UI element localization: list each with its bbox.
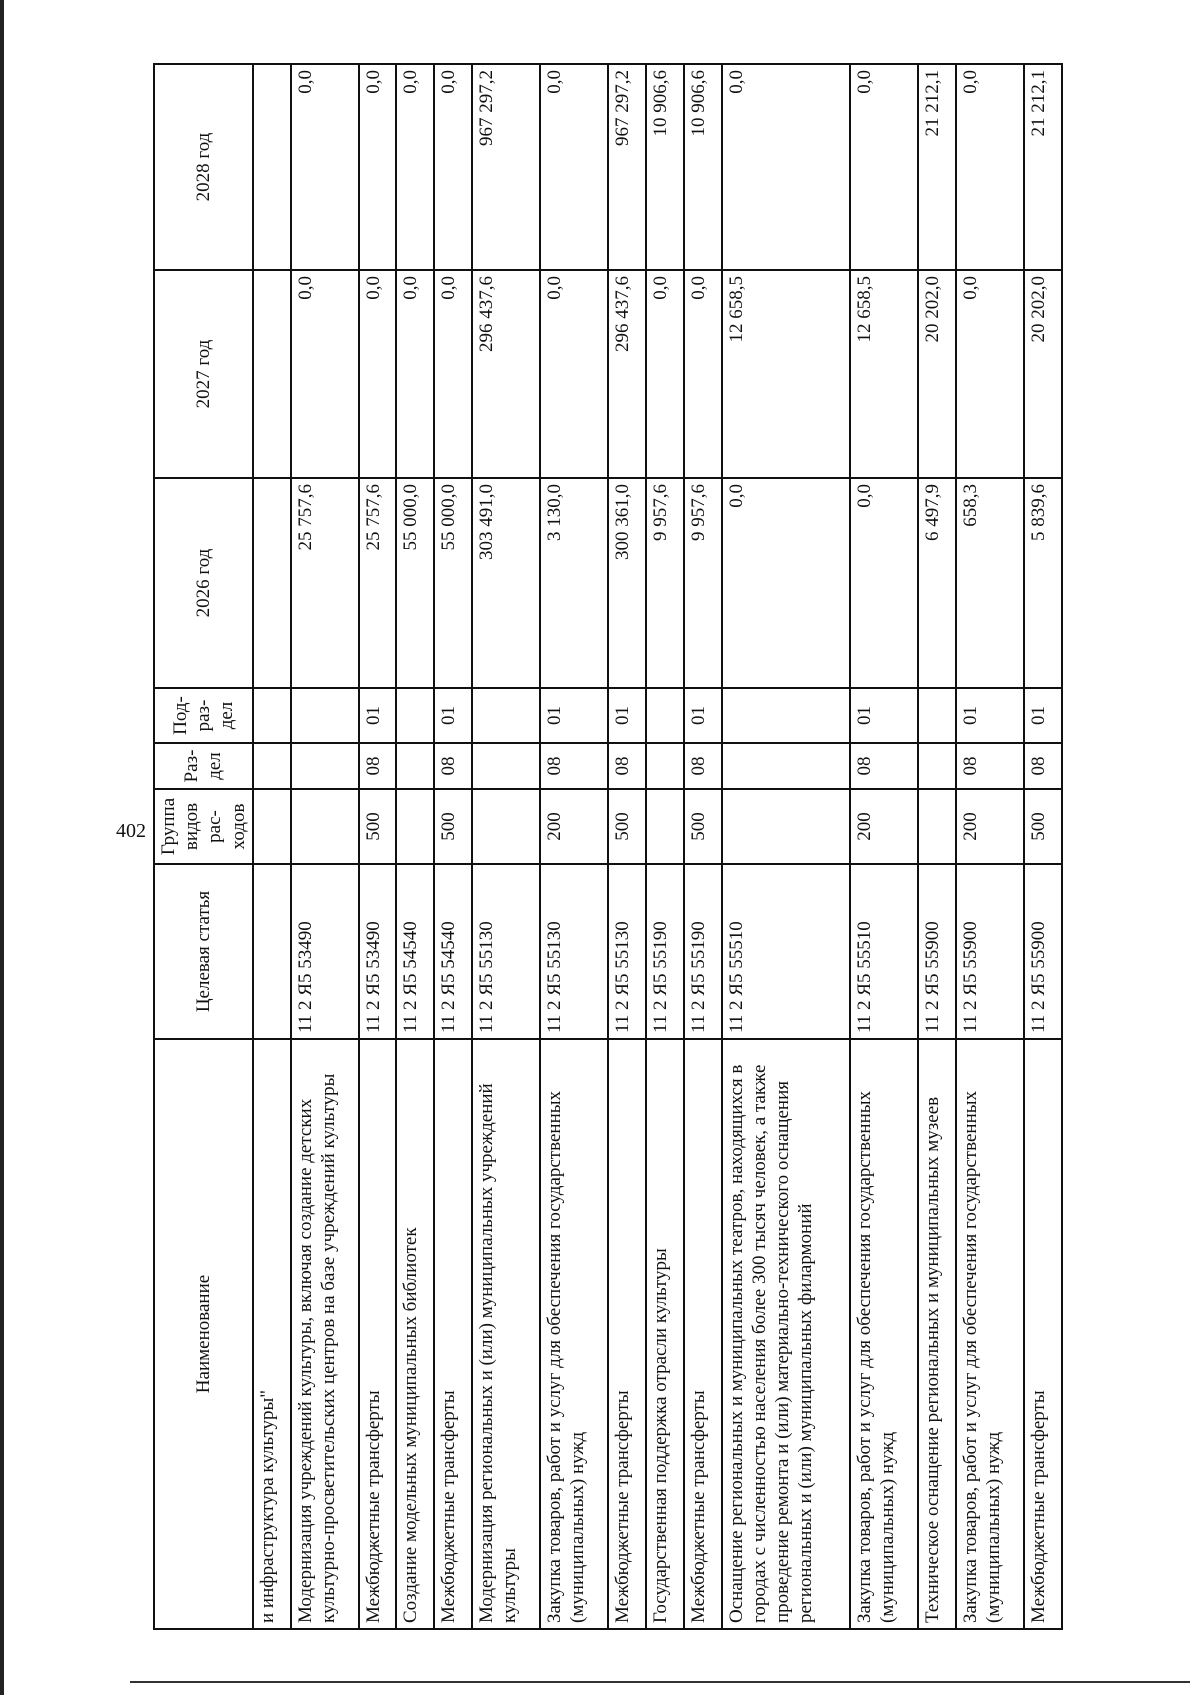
row-2027: 0,0 <box>396 270 434 478</box>
row-group: 500 <box>608 789 646 864</box>
row-group: 200 <box>540 789 608 864</box>
table-row <box>359 64 397 1629</box>
row-name: Оснащение региональных и муниципальных театров, находящихся в городах с численностью населения более 300 тысяч человек, а также проведение ремонта и (или) материально-технического оснащения региональных и (или) муниципальных филармоний <box>722 1039 850 1629</box>
table-row <box>291 64 359 1629</box>
row-2028: 21 212,1 <box>1024 64 1062 270</box>
row-target: 11 2 Я5 55510 <box>722 864 850 1039</box>
row-2028: 0,0 <box>291 64 359 270</box>
col-header-name: Наименование <box>154 1039 253 1629</box>
row-subsection <box>646 688 684 743</box>
col-header-target: Целевая статья <box>154 864 253 1039</box>
row-2028 <box>253 64 291 270</box>
row-2028: 967 297,2 <box>608 64 646 270</box>
page-bottom-line <box>130 1681 1190 1683</box>
row-group <box>396 789 434 864</box>
row-target: 11 2 Я5 55130 <box>472 864 540 1039</box>
row-name: Межбюджетные трансферты <box>684 1039 722 1629</box>
row-name: Межбюджетные трансферты <box>1024 1039 1062 1629</box>
table-row <box>850 64 918 1629</box>
row-2026: 6 497,9 <box>918 478 956 688</box>
row-section: 08 <box>850 743 918 789</box>
row-subsection: 01 <box>956 688 1024 743</box>
row-target: 11 2 Я5 55130 <box>608 864 646 1039</box>
rotated-table-container <box>153 65 1063 1630</box>
row-2028: 0,0 <box>956 64 1024 270</box>
table-header-row <box>154 64 253 1629</box>
table-row <box>434 64 472 1629</box>
table-row <box>918 64 956 1629</box>
page-edge-line <box>0 0 4 1695</box>
row-2027: 0,0 <box>359 270 397 478</box>
row-2026: 0,0 <box>722 478 850 688</box>
row-2026: 55 000,0 <box>434 478 472 688</box>
row-subsection: 01 <box>1024 688 1062 743</box>
row-section <box>291 743 359 789</box>
row-2028: 0,0 <box>540 64 608 270</box>
row-target: 11 2 Я5 55900 <box>918 864 956 1039</box>
row-subsection <box>396 688 434 743</box>
page-number: 402 <box>116 820 146 842</box>
row-2028: 0,0 <box>434 64 472 270</box>
row-section <box>722 743 850 789</box>
row-section <box>646 743 684 789</box>
col-header-subsection: Под-раз-дел <box>154 688 253 743</box>
row-2026 <box>253 478 291 688</box>
row-target: 11 2 Я5 55510 <box>850 864 918 1039</box>
row-group: 500 <box>684 789 722 864</box>
row-2026: 300 361,0 <box>608 478 646 688</box>
row-2028: 0,0 <box>396 64 434 270</box>
row-subsection <box>722 688 850 743</box>
row-2026: 3 130,0 <box>540 478 608 688</box>
row-target <box>253 864 291 1039</box>
row-target: 11 2 Я5 55190 <box>684 864 722 1039</box>
table-row <box>608 64 646 1629</box>
row-2028: 0,0 <box>359 64 397 270</box>
row-2027: 0,0 <box>540 270 608 478</box>
table-row <box>1024 64 1062 1629</box>
row-2026: 5 839,6 <box>1024 478 1062 688</box>
row-2027: 20 202,0 <box>1024 270 1062 478</box>
row-group: 200 <box>956 789 1024 864</box>
row-target: 11 2 Я5 55900 <box>956 864 1024 1039</box>
row-target: 11 2 Я5 54540 <box>434 864 472 1039</box>
row-group: 200 <box>850 789 918 864</box>
row-target: 11 2 Я5 55190 <box>646 864 684 1039</box>
row-group <box>472 789 540 864</box>
row-section: 08 <box>608 743 646 789</box>
row-target: 11 2 Я5 53490 <box>359 864 397 1039</box>
row-name: Модернизация учреждений культуры, включая создание детских культурно-просветительских центров на базе учреждений культуры <box>291 1039 359 1629</box>
row-target: 11 2 Я5 54540 <box>396 864 434 1039</box>
table-row <box>396 64 434 1629</box>
row-section: 08 <box>1024 743 1062 789</box>
row-group <box>291 789 359 864</box>
row-group <box>646 789 684 864</box>
col-header-2027: 2027 год <box>154 270 253 478</box>
row-2027: 0,0 <box>684 270 722 478</box>
row-2027: 12 658,5 <box>722 270 850 478</box>
table-row <box>956 64 1024 1629</box>
row-name: Закупка товаров, работ и услуг для обеспечения государственных (муниципальных) нужд <box>850 1039 918 1629</box>
row-group <box>722 789 850 864</box>
row-2027: 296 437,6 <box>472 270 540 478</box>
row-section: 08 <box>540 743 608 789</box>
row-target: 11 2 Я5 53490 <box>291 864 359 1039</box>
col-header-section: Раз-дел <box>154 743 253 789</box>
col-header-2026: 2026 год <box>154 478 253 688</box>
row-2026: 25 757,6 <box>291 478 359 688</box>
row-2026: 9 957,6 <box>646 478 684 688</box>
row-target: 11 2 Я5 55900 <box>1024 864 1062 1039</box>
row-2026: 9 957,6 <box>684 478 722 688</box>
row-2027: 0,0 <box>434 270 472 478</box>
row-name: Техническое оснащение региональных и муниципальных музеев <box>918 1039 956 1629</box>
table-row <box>540 64 608 1629</box>
table-row <box>253 64 291 1629</box>
row-2028: 21 212,1 <box>918 64 956 270</box>
row-subsection <box>918 688 956 743</box>
row-2028: 10 906,6 <box>684 64 722 270</box>
row-2028: 0,0 <box>722 64 850 270</box>
row-group: 500 <box>1024 789 1062 864</box>
row-2027: 12 658,5 <box>850 270 918 478</box>
row-subsection: 01 <box>540 688 608 743</box>
row-2028: 967 297,2 <box>472 64 540 270</box>
row-group: 500 <box>359 789 397 864</box>
row-name: Межбюджетные трансферты <box>359 1039 397 1629</box>
row-group <box>253 789 291 864</box>
row-2028: 10 906,6 <box>646 64 684 270</box>
row-subsection: 01 <box>684 688 722 743</box>
row-name: Закупка товаров, работ и услуг для обеспечения государственных (муниципальных) нужд <box>540 1039 608 1629</box>
row-section: 08 <box>359 743 397 789</box>
row-2028: 0,0 <box>850 64 918 270</box>
row-2027: 296 437,6 <box>608 270 646 478</box>
budget-table <box>153 63 1063 1630</box>
row-name: Государственная поддержка отрасли культуры <box>646 1039 684 1629</box>
row-subsection: 01 <box>359 688 397 743</box>
row-2027: 0,0 <box>956 270 1024 478</box>
row-section: 08 <box>684 743 722 789</box>
row-name: Создание модельных муниципальных библиотек <box>396 1039 434 1629</box>
row-name: и инфраструктура культуры" <box>253 1039 291 1629</box>
row-2026: 658,3 <box>956 478 1024 688</box>
row-subsection: 01 <box>608 688 646 743</box>
row-group <box>918 789 956 864</box>
row-section: 08 <box>956 743 1024 789</box>
row-name: Межбюджетные трансферты <box>608 1039 646 1629</box>
row-name: Закупка товаров, работ и услуг для обеспечения государственных (муниципальных) нужд <box>956 1039 1024 1629</box>
row-section <box>472 743 540 789</box>
row-subsection <box>472 688 540 743</box>
col-header-group: Группа видов рас-ходов <box>154 789 253 864</box>
row-2026: 0,0 <box>850 478 918 688</box>
row-2027: 0,0 <box>291 270 359 478</box>
row-section <box>396 743 434 789</box>
table-row <box>684 64 722 1629</box>
table-row <box>646 64 684 1629</box>
row-subsection: 01 <box>850 688 918 743</box>
row-2026: 25 757,6 <box>359 478 397 688</box>
row-section: 08 <box>434 743 472 789</box>
row-name: Межбюджетные трансферты <box>434 1039 472 1629</box>
row-subsection <box>253 688 291 743</box>
row-2026: 303 491,0 <box>472 478 540 688</box>
row-subsection: 01 <box>434 688 472 743</box>
row-2027: 0,0 <box>646 270 684 478</box>
table-row <box>472 64 540 1629</box>
row-section <box>918 743 956 789</box>
row-subsection <box>291 688 359 743</box>
row-name: Модернизация региональных и (или) муниципальных учреждений культуры <box>472 1039 540 1629</box>
table-row <box>722 64 850 1629</box>
row-target: 11 2 Я5 55130 <box>540 864 608 1039</box>
row-2027: 20 202,0 <box>918 270 956 478</box>
row-2027 <box>253 270 291 478</box>
row-section <box>253 743 291 789</box>
row-2026: 55 000,0 <box>396 478 434 688</box>
row-group: 500 <box>434 789 472 864</box>
col-header-2028: 2028 год <box>154 64 253 270</box>
